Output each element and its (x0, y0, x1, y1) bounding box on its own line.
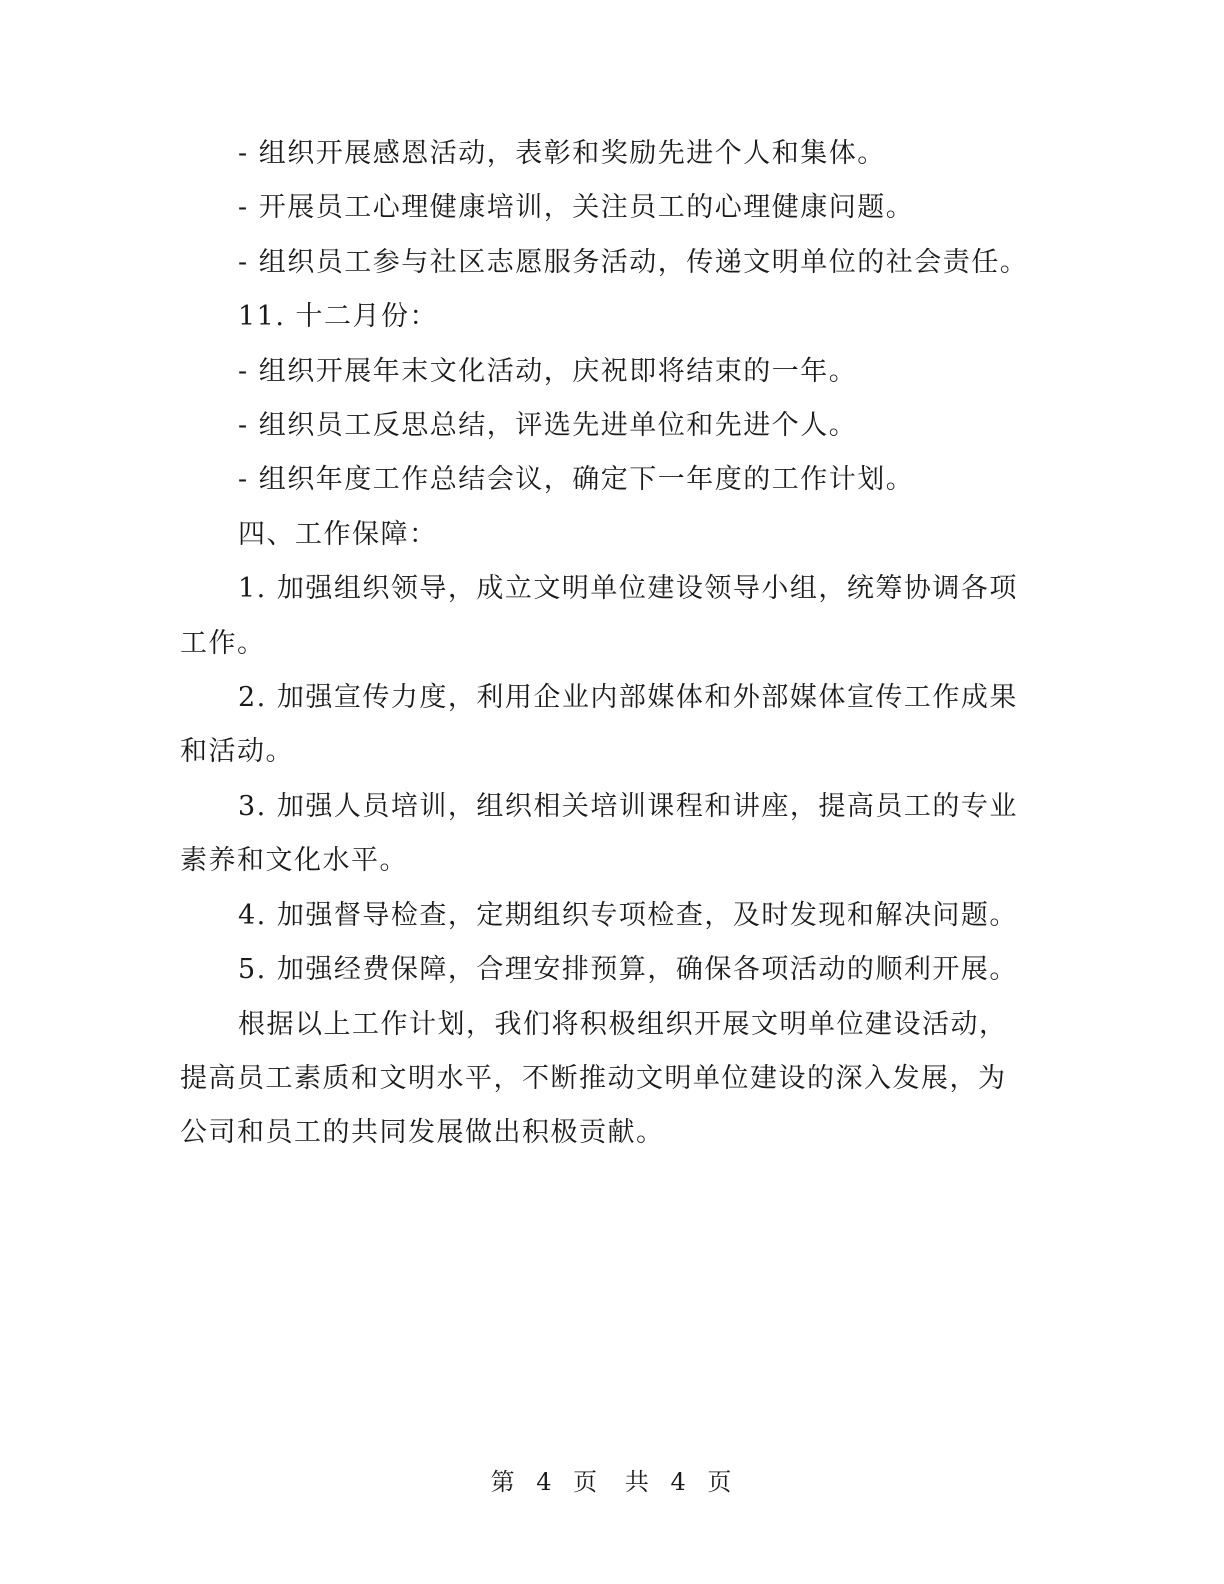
item-organization-leadership: 1. 加强组织领导，成立文明单位建设领导小组，统筹协调各项工作。 (180, 573, 1018, 659)
section-december-heading: 11. 十二月份： (238, 301, 439, 333)
bullet-reflection-summary: - 组织员工反思总结，评选先进单位和先进个人。 (238, 410, 858, 442)
bullet-year-end-culture: - 组织开展年末文化活动，庆祝即将结束的一年。 (238, 355, 858, 387)
document-body (180, 127, 1040, 1161)
item-staff-training: 3. 加强人员培训，组织相关培训课程和讲座，提高员工的专业素养和文化水平。 (180, 790, 1018, 877)
closing-paragraph: 根据以上工作计划，我们将积极组织开展文明单位建设活动，提高员工素质和文明水平，不断推动文明单位建设的深入发展，为公司和员工的共同发展做出积极贡献。 (180, 1008, 1008, 1149)
bullet-mental-health-training: - 开展员工心理健康培训，关注员工的心理健康问题。 (238, 192, 915, 224)
page-footer (0, 1462, 1224, 1497)
footer-total-word: 共 (624, 1468, 651, 1496)
footer-page-number: 4 (536, 1468, 554, 1496)
footer-total-pages: 4 (670, 1468, 688, 1496)
item-publicity: 2. 加强宣传力度，利用企业内部媒体和外部媒体宣传工作成果和活动。 (180, 682, 1018, 768)
footer-suffix: 页 (707, 1468, 734, 1496)
bullet-volunteer-service: - 组织员工参与社区志愿服务活动，传递文明单位的社会责任。 (238, 246, 1029, 278)
footer-prefix: 第 (490, 1468, 517, 1496)
section-work-guarantee-heading: 四、工作保障： (238, 518, 438, 550)
item-funding-guarantee: 5. 加强经费保障，合理安排预算，确保各项活动的顺利开展。 (238, 954, 1018, 986)
item-supervision-inspection: 4. 加强督导检查，定期组织专项检查，及时发现和解决问题。 (238, 899, 1018, 931)
footer-page-word: 页 (573, 1468, 600, 1496)
bullet-annual-meeting: - 组织年度工作总结会议，确定下一年度的工作计划。 (238, 464, 915, 496)
bullet-gratitude-activity: - 组织开展感恩活动，表彰和奖励先进个人和集体。 (238, 138, 886, 169)
